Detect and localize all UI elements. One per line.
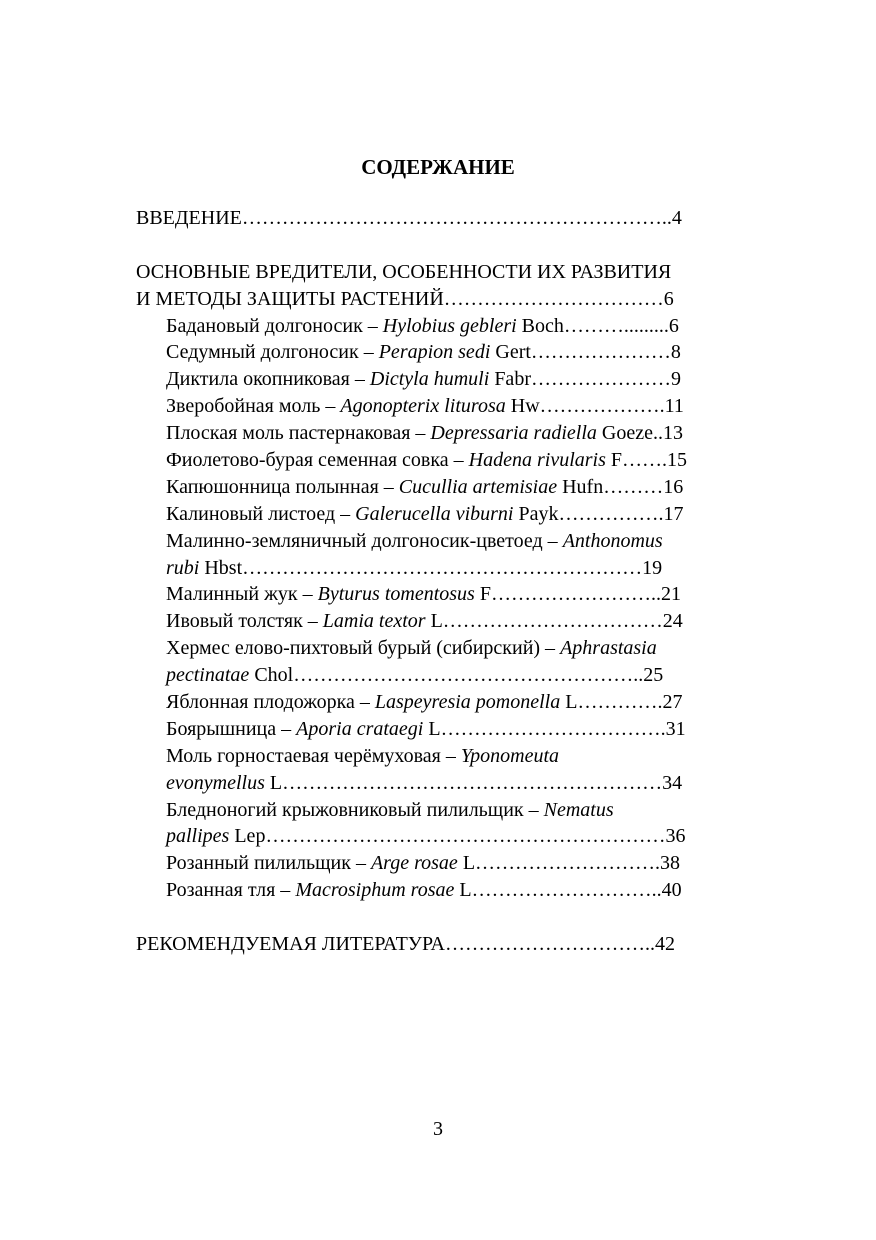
author-leader: Boch………......... xyxy=(516,314,669,337)
toc-entry[interactable] xyxy=(136,339,776,366)
toc-page-number: 15 xyxy=(667,449,687,472)
latin-name: pallipes xyxy=(166,825,230,848)
toc-page-number: 9 xyxy=(670,368,681,391)
toc-page-number: 6 xyxy=(668,314,679,337)
toc-page-number: 16 xyxy=(663,475,684,498)
toc-entry[interactable] xyxy=(136,366,776,393)
toc-entry[interactable] xyxy=(136,716,776,743)
pest-name: Розанный пилильщик – xyxy=(166,852,371,875)
latin-name: Dictyla humuli xyxy=(369,368,490,391)
toc-page-number: 6 xyxy=(663,287,674,310)
toc-entry-text: ВВЕДЕНИЕ……………………………………………………….. xyxy=(136,207,672,229)
latin-name: Aporia crataegi xyxy=(296,717,424,740)
toc-entry-cont[interactable] xyxy=(136,770,776,797)
toc-literature[interactable] xyxy=(136,931,776,958)
toc-entry[interactable] xyxy=(136,743,776,770)
toc-page-number: 17 xyxy=(663,502,684,525)
toc-section-heading-cont[interactable] xyxy=(136,286,776,313)
latin-name: Nematus xyxy=(543,798,614,821)
latin-name: Hadena rivularis xyxy=(468,449,606,472)
author-leader: F……. xyxy=(605,449,667,472)
latin-name: pectinatae xyxy=(166,664,250,687)
author-leader: Gert………………… xyxy=(490,341,671,364)
latin-name: evonymellus xyxy=(166,771,265,794)
toc-page-number: 34 xyxy=(662,771,683,794)
author-leader: Fabr………………… xyxy=(489,368,671,391)
author-leader: L…………. xyxy=(560,691,663,714)
toc-section-heading-text: ОСНОВНЫЕ ВРЕДИТЕЛИ, ОСОБЕННОСТИ ИХ РАЗВИТИЯ xyxy=(136,260,672,283)
author-leader: L…………………………… xyxy=(425,610,663,633)
toc-page-number: 21 xyxy=(660,583,681,606)
latin-name: Arge rosae xyxy=(370,852,458,875)
author-leader: Payk……………. xyxy=(513,502,664,525)
latin-name: Perapion sedi xyxy=(378,341,491,364)
pest-name: Калиновый листоед – xyxy=(166,502,356,525)
latin-name: Anthonomus xyxy=(562,529,663,552)
toc-page-number: 31 xyxy=(665,717,686,740)
page-title: СОДЕРЖАНИЕ xyxy=(361,155,515,179)
toc-entry[interactable] xyxy=(136,447,776,474)
latin-name: Byturus tomentosus xyxy=(317,583,475,606)
toc-page-number: 25 xyxy=(643,664,664,687)
table-of-contents xyxy=(136,205,776,958)
pest-name: Малинный жук – xyxy=(166,583,318,606)
pest-name: Плоская моль пастернаковая – xyxy=(166,422,431,445)
pest-name: Моль горностаевая черёмуховая – xyxy=(166,744,461,767)
latin-name: Aphrastasia xyxy=(560,637,657,660)
pest-name: Зверобойная моль – xyxy=(166,395,341,418)
toc-page-number: 13 xyxy=(662,422,683,445)
toc-page-number: 8 xyxy=(670,341,681,364)
author-leader: Lep…………………………………………………… xyxy=(229,825,666,848)
toc-page-number: 42 xyxy=(654,933,675,956)
toc-page-number: 4 xyxy=(671,207,682,229)
author-leader: L………………………………………………… xyxy=(264,771,663,794)
toc-entry[interactable] xyxy=(136,689,776,716)
latin-name: Lamia textor xyxy=(322,610,426,633)
author-leader: F…………………….. xyxy=(474,583,661,606)
toc-page-number: 36 xyxy=(665,825,686,848)
author-leader: Goeze.. xyxy=(596,422,663,445)
latin-name: Cucullia artemisiae xyxy=(398,475,558,498)
author-leader: L………………………. xyxy=(457,852,661,875)
toc-entry[interactable] xyxy=(136,877,776,904)
pest-name: Боярышница – xyxy=(166,717,297,740)
toc-entry-cont[interactable] xyxy=(136,823,776,850)
toc-entry[interactable] xyxy=(136,608,776,635)
toc-entry[interactable] xyxy=(136,797,776,824)
pest-name: Малинно-земляничный долгоносик-цветоед – xyxy=(166,529,563,552)
toc-entry-text: РЕКОМЕНДУЕМАЯ ЛИТЕРАТУРА………………………….. xyxy=(136,933,655,956)
toc-entry[interactable] xyxy=(136,420,776,447)
toc-entry[interactable] xyxy=(136,393,776,420)
pest-name: Яблонная плодожорка – xyxy=(166,691,375,714)
toc-entry[interactable] xyxy=(136,581,776,608)
pest-name: Капюшонница полынная – xyxy=(166,475,399,498)
toc-page-number: 40 xyxy=(661,879,682,902)
toc-page-number: 24 xyxy=(662,610,683,633)
latin-name: Depressaria radiella xyxy=(430,422,597,445)
toc-entry[interactable] xyxy=(136,501,776,528)
pest-name: Фиолетово-бурая семенная совка – xyxy=(166,449,469,472)
toc-entry[interactable] xyxy=(136,474,776,501)
latin-name: rubi xyxy=(166,556,200,579)
toc-page-number: 11 xyxy=(664,395,684,418)
toc-page-number: 38 xyxy=(660,852,681,875)
pest-name: Седумный долгоносик – xyxy=(166,341,379,364)
pest-name: Ивовый толстяк – xyxy=(166,610,323,633)
pest-name: Диктила окопниковая – xyxy=(166,368,370,391)
toc-entry-cont[interactable] xyxy=(136,555,776,582)
toc-page-number: 27 xyxy=(662,691,683,714)
latin-name: Galerucella viburni xyxy=(355,502,514,525)
toc-entry-cont[interactable] xyxy=(136,662,776,689)
pest-name: Бледноногий крыжовниковый пилильщик – xyxy=(166,798,544,821)
latin-name: Macrosiphum rosae xyxy=(295,879,455,902)
pest-name: Розанная тля – xyxy=(166,879,296,902)
toc-introduction[interactable] xyxy=(136,205,776,232)
page-number: 3 xyxy=(433,1118,443,1140)
latin-name: Yponomeuta xyxy=(460,744,560,767)
latin-name: Laspeyresia pomonella xyxy=(374,691,561,714)
toc-entry[interactable] xyxy=(136,313,776,340)
pest-name: Бадановый долгоносик – xyxy=(166,314,383,337)
author-leader: Hw………………. xyxy=(505,395,665,418)
author-leader: L……………………….. xyxy=(454,879,662,902)
toc-section-heading xyxy=(136,259,776,286)
author-leader: Hufn……… xyxy=(557,475,664,498)
author-leader: Chol…………………………………………….. xyxy=(249,664,644,687)
toc-entry[interactable] xyxy=(136,635,776,662)
pest-name: Хермес елово-пихтовый бурый (сибирский) – xyxy=(166,637,561,660)
latin-name: Agonopterix liturosa xyxy=(340,395,506,418)
latin-name: Hylobius gebleri xyxy=(382,314,517,337)
toc-entry[interactable] xyxy=(136,528,776,555)
toc-entry[interactable] xyxy=(136,850,776,877)
toc-section-heading-text: И МЕТОДЫ ЗАЩИТЫ РАСТЕНИЙ…………………………… xyxy=(136,287,664,310)
toc-page-number: 19 xyxy=(642,556,663,579)
author-leader: L……………………………. xyxy=(423,717,666,740)
author-leader: Hbst…………………………………………………… xyxy=(199,556,643,579)
